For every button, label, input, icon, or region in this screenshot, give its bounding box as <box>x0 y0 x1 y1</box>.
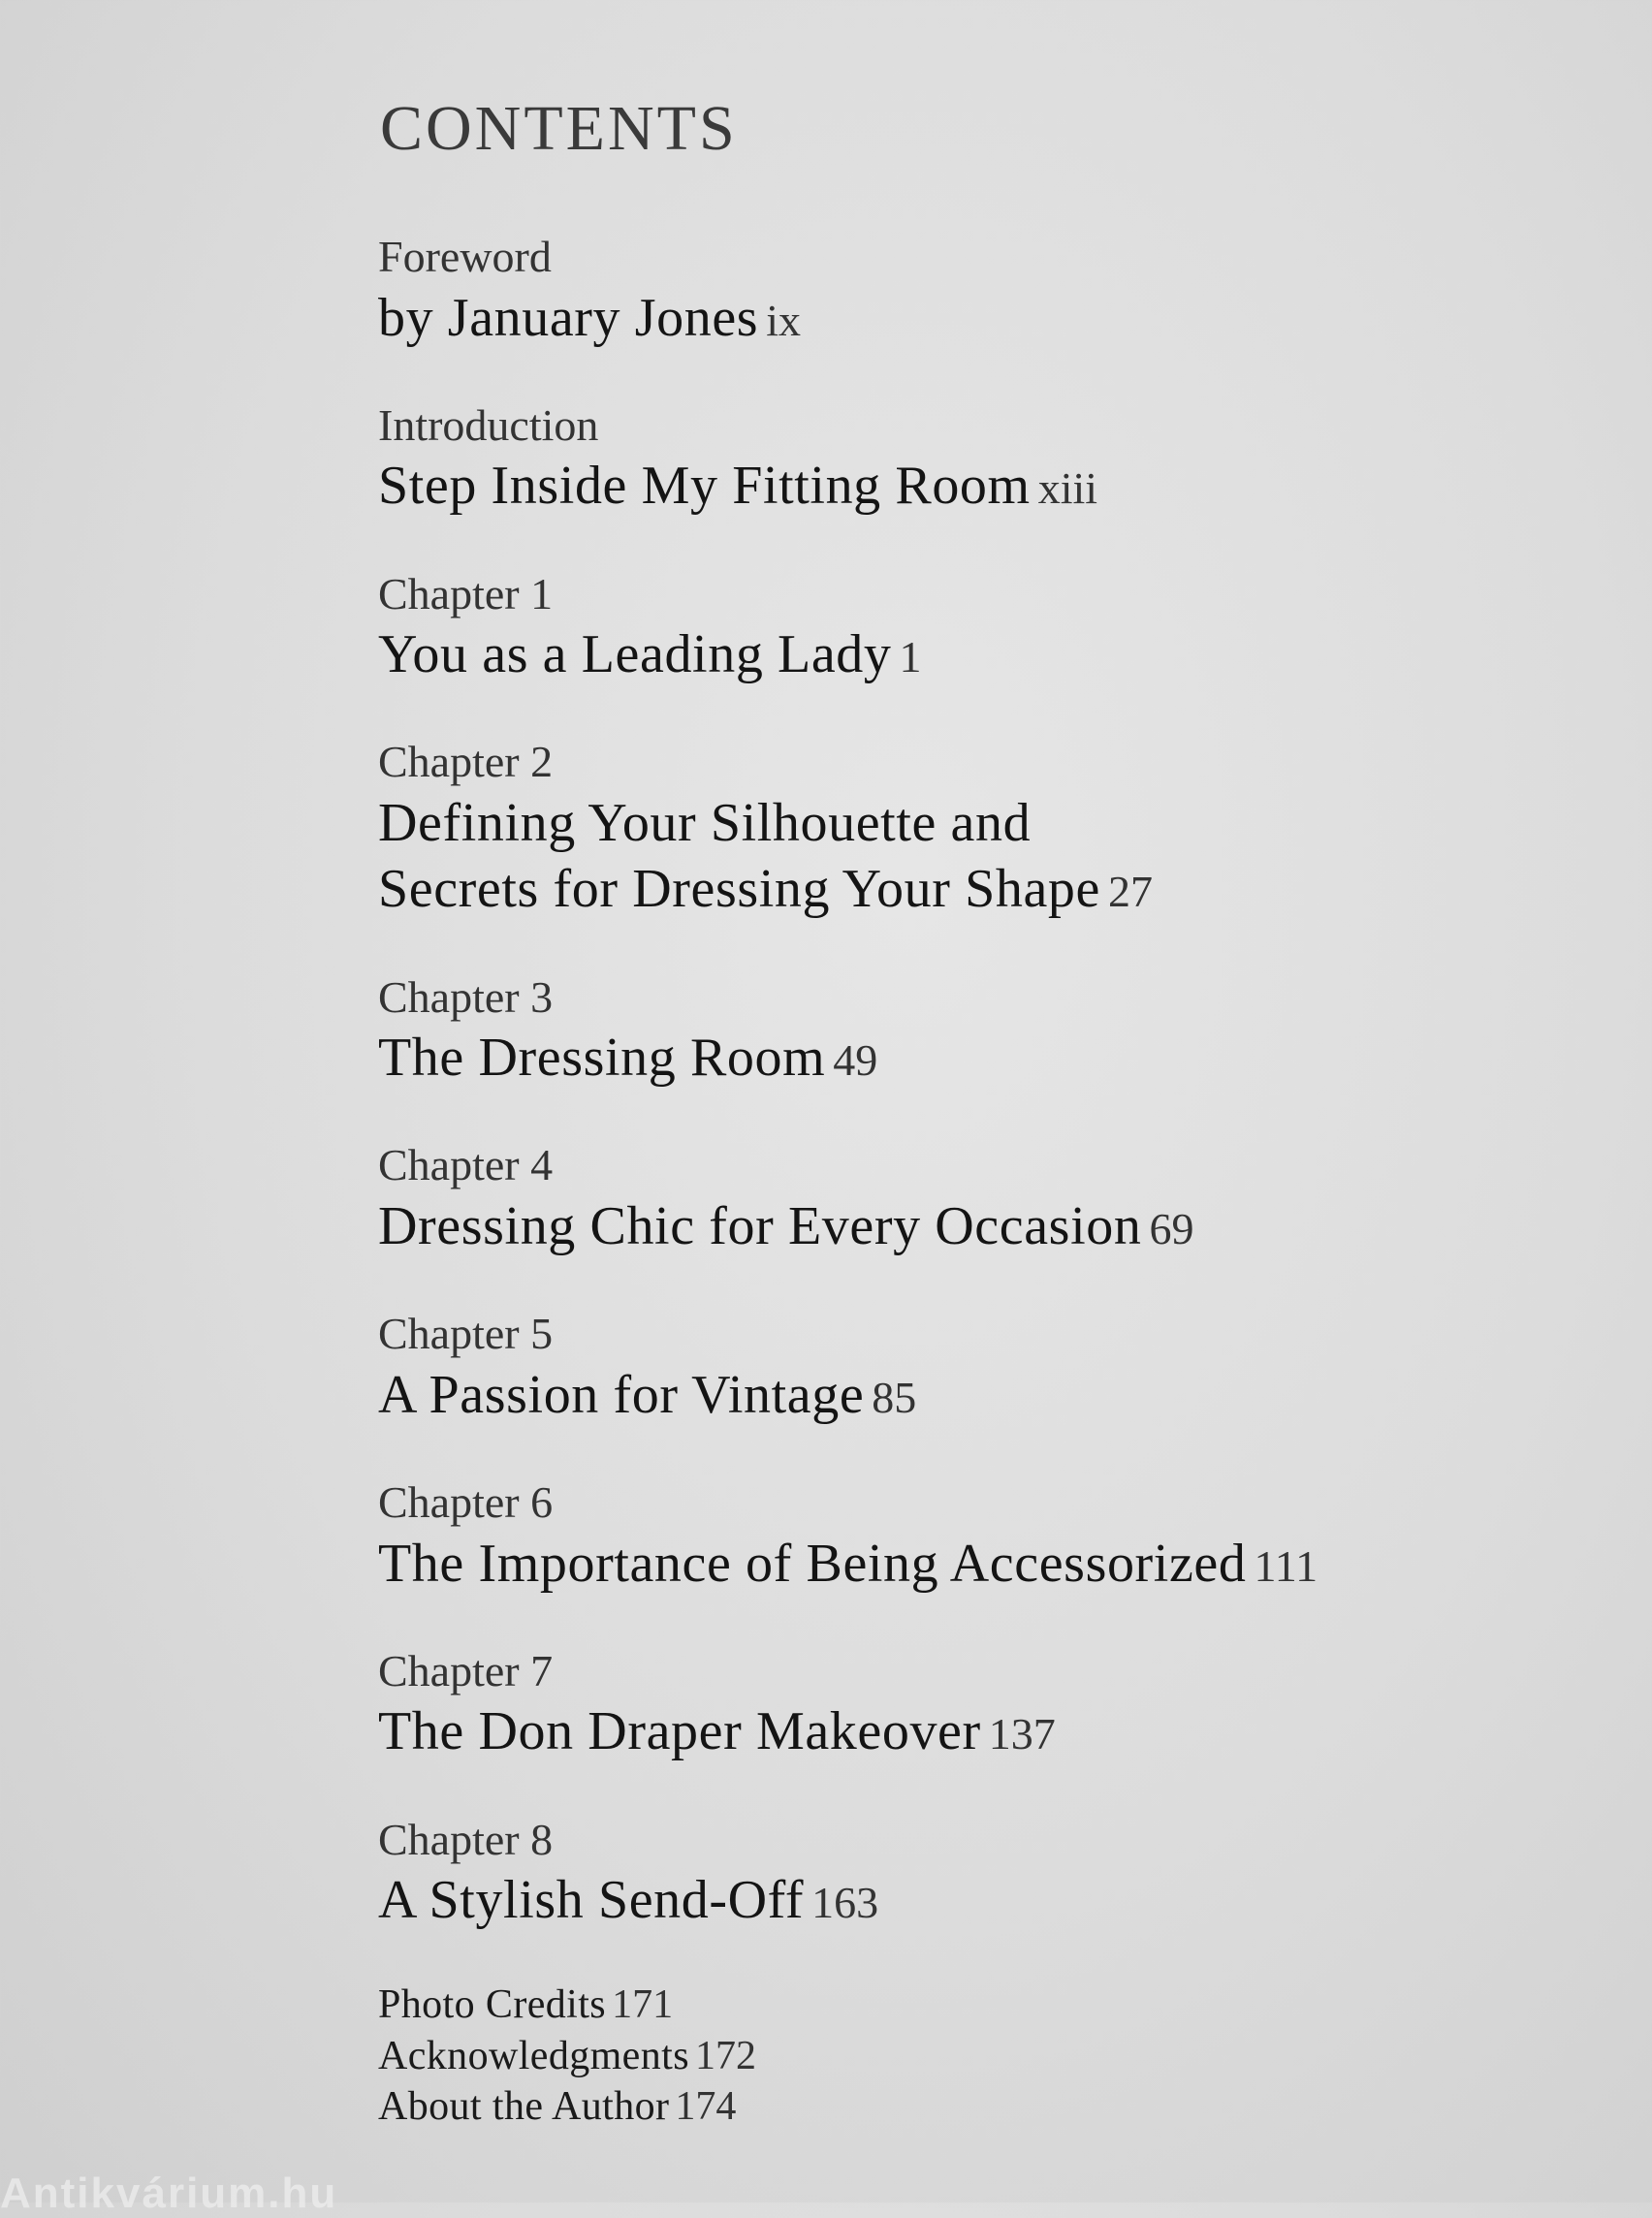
entry-title-line-1: Defining Your Silhouette and <box>378 792 1032 853</box>
entry-title <box>378 1531 1590 1597</box>
contents-page <box>378 93 1590 2132</box>
toc-entry-chapter-7 <box>378 1643 1590 1765</box>
entry-title <box>378 285 1590 351</box>
page-number: 174 <box>675 2083 737 2129</box>
watermark: Antikvárium.hu <box>0 2170 338 2217</box>
entry-label: Chapter 1 <box>378 568 554 618</box>
page-number: 171 <box>612 1982 674 2028</box>
toc-entry-foreword <box>378 229 1590 351</box>
entry-label: Foreword <box>378 232 552 281</box>
entry-label: Chapter 5 <box>378 1309 554 1359</box>
entry-title <box>378 1193 1590 1259</box>
entry-title-line-2 <box>378 856 1590 922</box>
page-title: CONTENTS <box>380 93 738 164</box>
back-matter-title: Photo Credits <box>378 1982 607 2028</box>
entry-title <box>378 621 1590 687</box>
entry-title-text: You as a Leading Lady <box>378 624 892 685</box>
toc-entry-chapter-4 <box>378 1137 1590 1259</box>
entry-title-text: Step Inside My Fitting Room <box>378 456 1031 517</box>
page-number: ix <box>766 295 801 345</box>
toc-entry-chapter-3 <box>378 969 1590 1092</box>
toc-entry-introduction <box>378 397 1590 520</box>
page-number: 27 <box>1107 867 1153 917</box>
page-number: 85 <box>872 1372 917 1422</box>
back-matter-title: About the Author <box>378 2083 670 2129</box>
back-matter <box>378 1980 1590 2131</box>
page-number: 1 <box>899 632 922 682</box>
page-number: 172 <box>694 2033 756 2078</box>
toc-entry-chapter-8 <box>378 1812 1590 1934</box>
entry-title-text: The Importance of Being Accessorized <box>378 1533 1247 1594</box>
entry-title-text: A Passion for Vintage <box>378 1364 865 1425</box>
back-matter-about-author <box>378 2081 1590 2132</box>
entry-title-text: Dressing Chic for Every Occasion <box>378 1195 1142 1256</box>
entry-title <box>378 1867 1590 1933</box>
entry-title <box>378 1362 1590 1428</box>
back-matter-title: Acknowledgments <box>378 2033 689 2078</box>
page-number: xiii <box>1037 463 1098 514</box>
entry-label: Chapter 7 <box>378 1645 554 1695</box>
toc-entry-chapter-6 <box>378 1474 1590 1597</box>
page-number: 49 <box>833 1035 878 1086</box>
back-matter-photo-credits <box>378 1980 1590 2030</box>
entry-title-text: A Stylish Send-Off <box>378 1870 805 1931</box>
entry-label: Chapter 8 <box>378 1814 554 1864</box>
entry-title-text: Secrets for Dressing Your Shape <box>378 859 1100 920</box>
entry-title-text: The Don Draper Makeover <box>378 1701 981 1762</box>
page-number: 137 <box>988 1709 1056 1759</box>
entry-label: Introduction <box>378 399 599 450</box>
entry-title-text: The Dressing Room <box>378 1028 826 1089</box>
entry-label: Chapter 2 <box>378 737 554 787</box>
toc-entry-chapter-2 <box>378 734 1590 922</box>
entry-label: Chapter 6 <box>378 1477 554 1527</box>
toc-entry-chapter-1 <box>378 566 1590 688</box>
page-number: 69 <box>1149 1203 1194 1253</box>
entry-label: Chapter 4 <box>378 1140 554 1190</box>
entry-title <box>378 1698 1590 1764</box>
back-matter-acknowledgments <box>378 2031 1590 2081</box>
entry-title <box>378 1025 1590 1091</box>
entry-title <box>378 453 1590 519</box>
entry-label: Chapter 3 <box>378 971 554 1022</box>
page-number: 111 <box>1254 1540 1318 1591</box>
toc-entry-chapter-5 <box>378 1306 1590 1428</box>
page-number: 163 <box>811 1878 879 1928</box>
entry-title-text: by January Jones <box>378 287 759 348</box>
